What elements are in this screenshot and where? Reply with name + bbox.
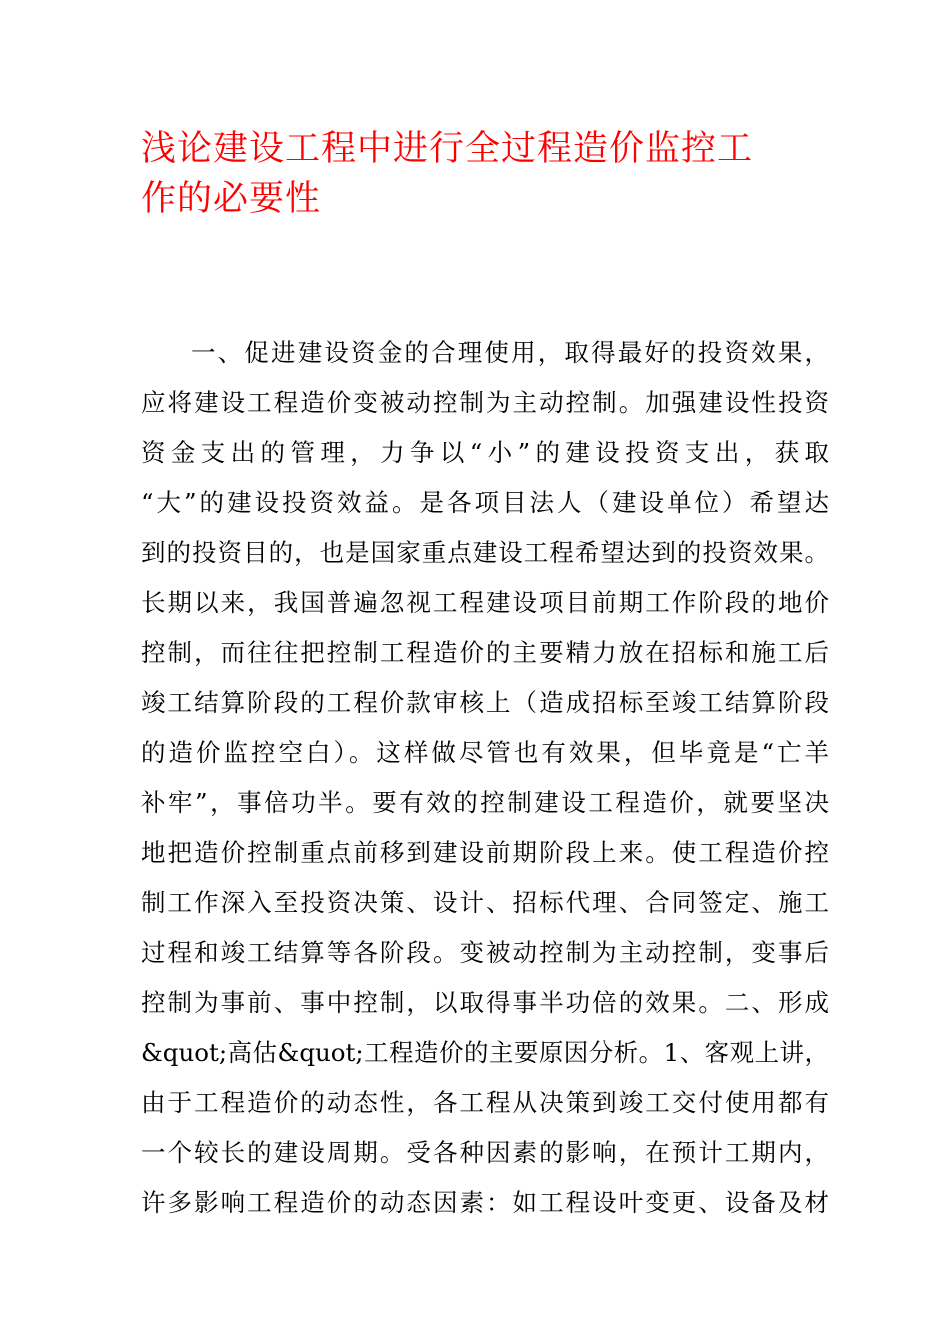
body-line: 的造价监控空白）。这样做尽管也有效果，但毕竟是“亡羊 xyxy=(141,738,829,767)
body-line: 应将建设工程造价变被动控制为主动控制。加强建设性投资 xyxy=(141,388,829,417)
body-line: “大”的建设投资效益。是各项目法人（建设单位）希望达 xyxy=(141,488,829,517)
title-line: 作的必要性 xyxy=(141,179,322,219)
body-line: 控制，而往往把控制工程造价的主要精力放在招标和施工后 xyxy=(141,638,829,667)
body-line: 由于工程造价的动态性，各工程从决策到竣工交付使用都有 xyxy=(141,1088,829,1117)
body-line: 长期以来，我国普遍忽视工程建设项目前期工作阶段的地价 xyxy=(141,588,829,617)
body-line: 过程和竣工结算等各阶段。变被动控制为主动控制，变事后 xyxy=(141,938,829,967)
body-line: 地把造价控制重点前移到建设前期阶段上来。使工程造价控 xyxy=(141,838,829,867)
document-title xyxy=(141,124,821,224)
body-line: 许多影响工程造价的动态因素：如工程设叶变更、设备及材 xyxy=(141,1188,829,1217)
document-body xyxy=(141,328,829,1228)
title-line: 浅论建设工程中进行全过程造价监控工 xyxy=(141,129,754,169)
body-line: 资金支出的管理，力争以“小”的建设投资支出，获取 xyxy=(141,438,829,467)
body-line: 补牢”，事倍功半。要有效的控制建设工程造价，就要坚决 xyxy=(141,788,829,817)
body-line: 制工作深入至投资决策、设计、招标代理、合同签定、施工 xyxy=(141,888,829,917)
body-line: 一、促进建设资金的合理使用，取得最好的投资效果， xyxy=(191,338,829,367)
body-line: 控制为事前、事中控制，以取得事半功倍的效果。二、形成 xyxy=(141,988,829,1017)
body-line: &quot;高估&quot;工程造价的主要原因分析。1、客观上讲， xyxy=(141,1038,829,1067)
body-line: 竣工结算阶段的工程价款审核上（造成招标至竣工结算阶段 xyxy=(141,688,829,717)
body-line: 一个较长的建设周期。受各种因素的影响，在预计工期内， xyxy=(141,1138,829,1167)
body-line: 到的投资目的，也是国家重点建设工程希望达到的投资效果。 xyxy=(141,538,829,567)
